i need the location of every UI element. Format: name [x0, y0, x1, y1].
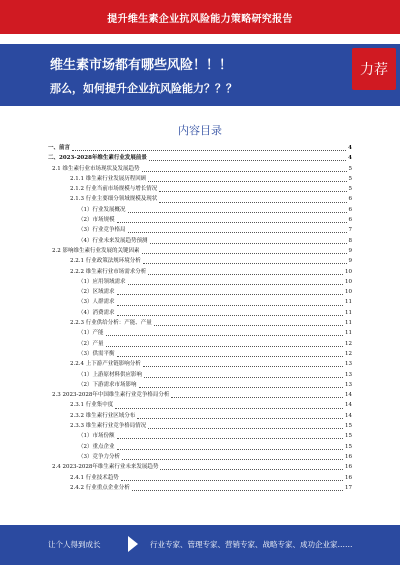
- toc-entry-label: 2.1.1 维生素行业发展历程回顾: [70, 175, 147, 182]
- toc-entry[interactable]: [48, 153, 352, 163]
- toc-entry[interactable]: [48, 297, 352, 307]
- toc-leader-dots: [72, 150, 346, 151]
- toc-entry[interactable]: [48, 390, 352, 400]
- toc-entry[interactable]: [48, 349, 352, 359]
- toc-entry[interactable]: [48, 411, 352, 421]
- toc-entry-label: 2.3.2 维生素行业区域分布: [70, 412, 136, 419]
- toc-entry-page: 16: [345, 474, 352, 481]
- toc-entry-label: （2）区域需求: [78, 289, 115, 296]
- toc-entry-label: （2）下游需求市场影响: [78, 381, 137, 388]
- toc-entry-page: 11: [345, 309, 352, 316]
- toc-leader-dots: [144, 377, 343, 378]
- toc-entry[interactable]: [48, 184, 352, 194]
- toc-entry[interactable]: [48, 359, 352, 369]
- toc-title: 内容目录: [178, 124, 222, 137]
- toc-entry[interactable]: [48, 174, 352, 184]
- toc-leader-dots: [132, 490, 343, 491]
- toc-leader-dots: [115, 408, 343, 409]
- toc-entry[interactable]: [48, 215, 352, 225]
- toc-leader-dots: [154, 325, 343, 326]
- toc-entry-label: 二、2023-2028年维生素行业发展前景: [48, 155, 147, 162]
- report-title-bar: [0, 0, 400, 34]
- toc-leader-dots: [149, 160, 346, 161]
- toc-leader-dots: [117, 315, 344, 316]
- promo-banner: [0, 44, 400, 106]
- toc-leader-dots: [143, 263, 347, 264]
- toc-leader-dots: [159, 202, 346, 203]
- toc-entry[interactable]: [48, 267, 352, 277]
- toc-entry-page: 16: [345, 464, 352, 471]
- toc-leader-dots: [160, 469, 343, 470]
- footer-experts: 行业专家、管理专家、营销专家、战略专家、成功企业家……: [150, 540, 353, 549]
- toc-leader-dots: [106, 335, 344, 336]
- toc-entry-page: 11: [345, 299, 352, 306]
- toc-entry-page: 7: [348, 227, 352, 234]
- toc-entry[interactable]: [48, 462, 352, 472]
- toc-entry-label: （2）重点企业: [78, 443, 115, 450]
- toc-entry-label: （3）人群需求: [78, 299, 115, 306]
- footer-banner: [0, 525, 400, 565]
- toc-entry-page: 6: [348, 196, 352, 203]
- toc-entry-page: 15: [345, 433, 352, 440]
- toc-entry-page: 5: [348, 186, 352, 193]
- toc-entry-label: （3）供需平衡: [78, 350, 115, 357]
- toc-entry-label: 一、前言: [48, 145, 71, 151]
- toc-entry-page: 14: [345, 392, 352, 399]
- toc-entry-label: （2）市场规模: [78, 217, 115, 224]
- toc-entry[interactable]: [48, 483, 352, 493]
- toc-entry-label: 2.4.2 行业重点企业分析: [70, 484, 130, 491]
- toc-entry[interactable]: [48, 400, 352, 410]
- toc-entry-page: 10: [345, 268, 352, 275]
- toc-leader-dots: [143, 366, 343, 367]
- toc-entry[interactable]: [48, 287, 352, 297]
- toc-leader-dots: [117, 222, 347, 223]
- toc-entry-label: 2.1.3 行业主要细分领域规模及现状: [70, 196, 158, 203]
- toc-entry-page: 10: [345, 289, 352, 296]
- toc-entry-page: 15: [345, 423, 352, 430]
- toc-entry-label: （4）行业未来发展趋势预测: [78, 237, 148, 244]
- table-of-contents: [48, 143, 352, 493]
- toc-entry[interactable]: [48, 256, 352, 266]
- toc-entry-page: 5: [348, 165, 352, 172]
- toc-leader-dots: [148, 181, 346, 182]
- toc-entry-page: 13: [345, 371, 352, 378]
- toc-entry-page: 6: [348, 206, 352, 213]
- toc-entry-label: （4）消费需求: [78, 309, 115, 316]
- toc-entry[interactable]: [48, 370, 352, 380]
- toc-entry[interactable]: [48, 225, 352, 235]
- toc-entry[interactable]: [48, 442, 352, 452]
- toc-leader-dots: [117, 356, 344, 357]
- toc-leader-dots: [137, 418, 343, 419]
- toc-leader-dots: [117, 438, 344, 439]
- toc-entry-label: （1）上游原材料供应影响: [78, 371, 143, 378]
- toc-entry-page: 4: [348, 145, 352, 151]
- toc-leader-dots: [122, 459, 343, 460]
- toc-entry-label: （2）产量: [78, 340, 104, 347]
- toc-entry-page: 15: [345, 443, 352, 450]
- toc-entry-page: 4: [348, 155, 352, 162]
- toc-leader-dots: [106, 346, 344, 347]
- report-title: 提升维生素企业抗风险能力策略研究报告: [107, 13, 293, 25]
- toc-entry-label: 2.3.3 维生素行业竞争格局情况: [70, 423, 147, 430]
- toc-entry-label: （1）应用领域需求: [78, 278, 126, 285]
- toc-entry-page: 14: [345, 412, 352, 419]
- toc-entry-page: 13: [345, 381, 352, 388]
- toc-leader-dots: [117, 305, 344, 306]
- toc-entry-label: 2.4 2023-2028年维生素行业未来发展趋势: [52, 464, 159, 471]
- toc-entry-page: 11: [345, 320, 352, 327]
- toc-entry-page: 9: [348, 258, 352, 265]
- toc-entry[interactable]: [48, 205, 352, 215]
- toc-entry[interactable]: [48, 194, 352, 204]
- toc-entry-page: 8: [348, 237, 352, 244]
- toc-entry-page: 5: [348, 175, 352, 182]
- toc-entry-page: 17: [345, 484, 352, 491]
- toc-leader-dots: [171, 397, 343, 398]
- toc-leader-dots: [139, 387, 343, 388]
- toc-entry-label: 2.4.1 行业技术趋势: [70, 474, 119, 481]
- toc-leader-dots: [128, 232, 347, 233]
- toc-leader-dots: [128, 284, 344, 285]
- toc-entry-label: （3）竞争力分析: [78, 453, 120, 460]
- toc-entry-page: 13: [345, 361, 352, 368]
- toc-entry-label: （1）产能: [78, 330, 104, 337]
- toc-entry-label: （1）行业发展概况: [78, 206, 126, 213]
- toc-entry-page: 12: [345, 350, 352, 357]
- toc-leader-dots: [159, 191, 346, 192]
- toc-entry-page: 14: [345, 402, 352, 409]
- toc-entry-page: 12: [345, 340, 352, 347]
- toc-entry[interactable]: [48, 328, 352, 338]
- toc-entry[interactable]: [48, 380, 352, 390]
- recommend-badge: 力荐: [352, 48, 396, 90]
- toc-leader-dots: [150, 243, 347, 244]
- toc-entry[interactable]: [48, 421, 352, 431]
- toc-entry[interactable]: [48, 246, 352, 256]
- toc-entry[interactable]: [48, 143, 352, 153]
- toc-entry-page: 6: [348, 217, 352, 224]
- toc-leader-dots: [142, 171, 347, 172]
- toc-entry-label: 2.1.2 行业当前市场规模与增长情况: [70, 186, 158, 193]
- banner-headline: 维生素市场都有哪些风险！！！: [50, 58, 233, 73]
- toc-entry-page: 9: [348, 247, 352, 254]
- toc-entry-label: 2.3 2023-2028年中国维生素行业竞争格局分析: [52, 392, 170, 399]
- toc-entry[interactable]: [48, 339, 352, 349]
- toc-entry-label: 2.3.1 行业集中度: [70, 402, 114, 409]
- toc-entry[interactable]: [48, 308, 352, 318]
- toc-entry[interactable]: [48, 473, 352, 483]
- toc-entry-label: 2.2.4 上下游产业链影响分析: [70, 361, 141, 368]
- toc-entry[interactable]: [48, 318, 352, 328]
- toc-entry[interactable]: [48, 431, 352, 441]
- toc-leader-dots: [148, 274, 343, 275]
- toc-entry[interactable]: [48, 164, 352, 174]
- toc-entry[interactable]: [48, 452, 352, 462]
- footer-slogan: 让个人得到成长: [48, 540, 101, 549]
- toc-entry-label: 2.2.2 维生素行业市场需求分析: [70, 268, 147, 275]
- toc-entry-label: 2.1 维生素行业市场现状及发展趋势: [52, 165, 140, 172]
- banner-subheadline: 那么，如何提升企业抗风险能力？？？: [50, 82, 237, 95]
- toc-leader-dots: [128, 212, 347, 213]
- toc-entry-page: 10: [345, 278, 352, 285]
- toc-entry-label: 2.2 影响维生素行业发展的关键因素: [52, 247, 140, 254]
- toc-entry-label: 2.2.1 行业政策法规环境分析: [70, 258, 141, 265]
- toc-entry[interactable]: [48, 277, 352, 287]
- toc-entry-page: 16: [345, 453, 352, 460]
- toc-entry-label: （3）行业竞争格局: [78, 227, 126, 234]
- toc-leader-dots: [148, 428, 343, 429]
- toc-leader-dots: [117, 449, 344, 450]
- toc-entry-page: 11: [345, 330, 352, 337]
- toc-leader-dots: [142, 253, 347, 254]
- toc-entry-label: 2.2.3 行业供给分析：产能、产量: [70, 320, 152, 327]
- arrow-right-icon: [128, 536, 138, 552]
- toc-leader-dots: [117, 294, 344, 295]
- toc-leader-dots: [121, 480, 343, 481]
- toc-entry[interactable]: [48, 236, 352, 246]
- toc-entry-label: （1）市场份额: [78, 433, 115, 440]
